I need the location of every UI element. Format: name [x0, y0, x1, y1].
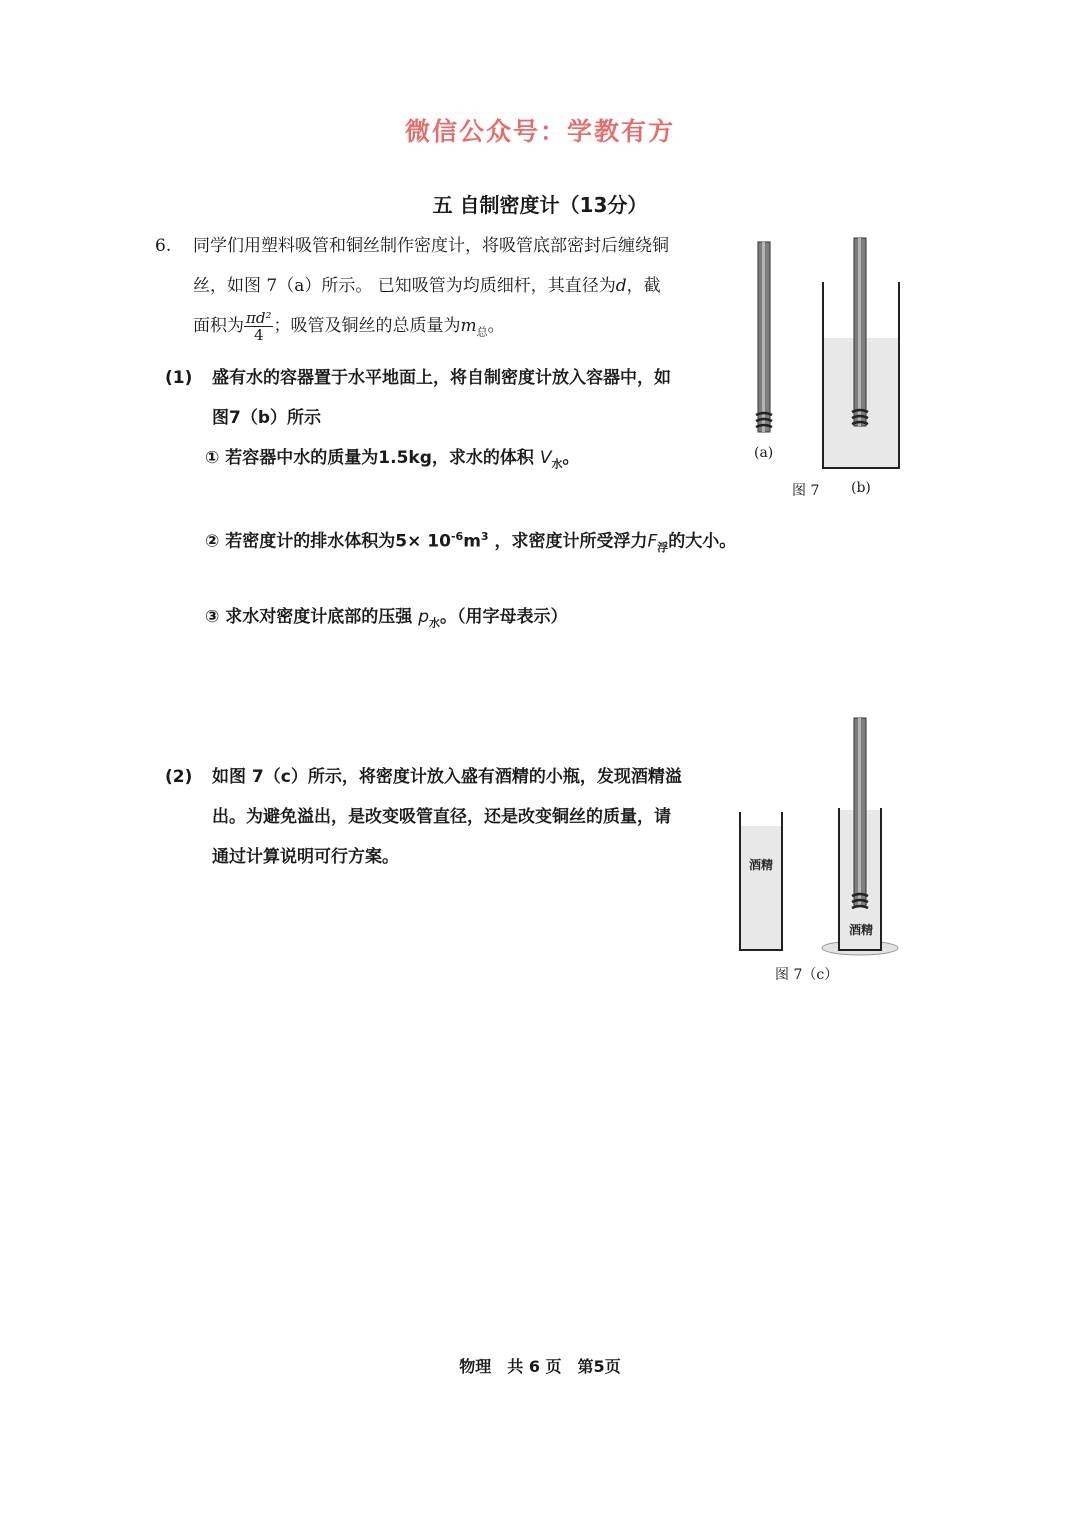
var-p-sub: 水 [429, 616, 441, 630]
q2-end: 的大小。 [668, 531, 737, 552]
part2-line-1: 如图 7（c）所示，将密度计放入盛有酒精的小瓶，发现酒精溢 [212, 767, 682, 787]
section-title: 五 自制密度计（13分） [432, 193, 648, 217]
question-number: 6. [155, 236, 172, 256]
var-F: F [647, 531, 658, 552]
fig-b-label: (b) [851, 480, 871, 496]
q2-unit: m [463, 531, 481, 552]
var-V-sub: 水 [551, 457, 563, 471]
intro-line-3-end: 。 [487, 316, 505, 336]
q1-end: 。 [562, 448, 580, 468]
var-p: p [418, 607, 430, 627]
container-b [823, 238, 899, 468]
q3-text: ③ 求水对密度计底部的压强 [205, 607, 413, 627]
var-d: d [615, 276, 627, 296]
q1-text: ① 若容器中水的质量为1.5kg，求水的体积 [205, 448, 534, 468]
part1-q2 [205, 525, 736, 560]
var-m-sub: 总 [476, 325, 488, 339]
page-footer: 物理 共 6 页 第5页 [459, 1357, 621, 1376]
intro-line-1: 同学们用塑料吸管和铜丝制作密度计，将吸管底部密封后缠绕铜 [193, 236, 669, 256]
fraction-numerator: πd² [246, 309, 272, 327]
part2-label: (2) [165, 767, 193, 787]
intro-line-2-text: 丝，如图 7（a）所示。 已知吸管为均质细杆，其直径为 [193, 276, 616, 296]
figure-7ab [740, 230, 920, 510]
fig-a-label: (a) [754, 445, 774, 461]
part2-line-3: 通过计算说明可行方案。 [212, 847, 399, 867]
intro-line-3-text: 面积为 [193, 316, 244, 336]
intro-line-2 [193, 274, 661, 298]
part1-line-1: 盛有水的容器置于水平地面上，将自制密度计放入容器中，如 [212, 368, 671, 388]
q2-text-c: ，求密度计所受浮力 [488, 531, 648, 552]
fig-c-caption: 图 7（c） [775, 967, 839, 983]
alcohol-label-left: 酒精 [748, 858, 774, 872]
intro-line-3 [193, 306, 505, 352]
part1-label: (1) [165, 368, 193, 388]
q2-exp2: 3 [480, 530, 489, 543]
var-F-sub: 浮 [657, 541, 669, 555]
area-fraction [244, 310, 273, 343]
part1-line-2: 图7（b）所示 [212, 408, 321, 428]
part1-q1 [205, 446, 579, 476]
var-m: m [460, 316, 477, 336]
alcohol-label-right: 酒精 [848, 923, 874, 937]
intro-line-3-mid: ；吸管及铜丝的总质量为 [273, 316, 461, 336]
q3-end: 。（用字母表示） [440, 607, 568, 627]
part2-line-2: 出。为避免溢出，是改变吸管直径，还是改变铜丝的质量，请 [212, 807, 671, 827]
intro-line-2-end: ，截 [626, 276, 661, 296]
q2-text-a: ② 若密度计的排水体积为5× 10 [205, 531, 451, 552]
fig7-label: 图 7 [792, 483, 820, 499]
var-V: V [539, 448, 552, 468]
alcohol-bottle-left [740, 812, 782, 950]
part1-q3 [205, 605, 568, 635]
figure-7c [730, 710, 910, 970]
q2-exp: -6 [450, 530, 464, 543]
alcohol-bottle-right [822, 718, 898, 955]
fraction-denominator: 4 [253, 326, 264, 344]
watermark-title: 微信公众号：学教有方 [404, 117, 675, 146]
densimeter-a [756, 242, 772, 432]
